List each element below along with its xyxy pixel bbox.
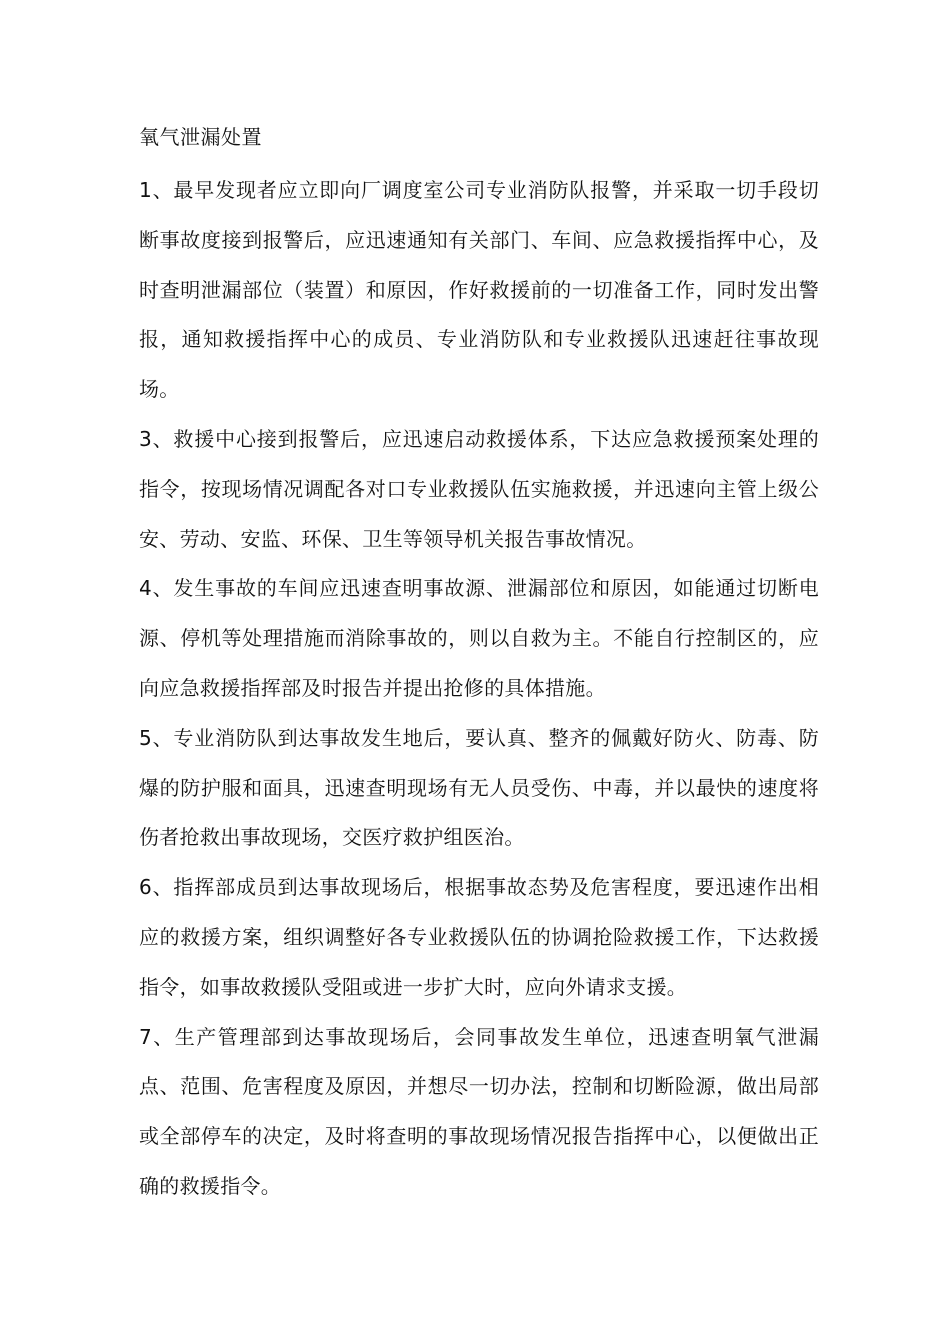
paragraph-7: 7、生产管理部到达事故现场后，会同事故发生单位，迅速查明氧气泄漏点、范围、危害程度及原因，并想尽一切办法，控制和切断险源，做出局部或全部停车的决定，及时将查明的事故现场情况报告指挥中心，以便做出正确的救援指令。 — [139, 1024, 819, 1198]
paragraph-4: 4、发生事故的车间应迅速查明事故源、泄漏部位和原因，如能通过切断电源、停机等处理措施而消除事故的，则以自救为主。不能自行控制区的，应向应急救援指挥部及时报告并提出抢修的具体措施。 — [139, 576, 819, 700]
paragraph-6: 6、指挥部成员到达事故现场后，根据事故态势及危害程度，要迅速作出相应的救援方案，组织调整好各专业救援队伍的协调抢险救援工作，下达救援指令，如事故救援队受阻或进一步扩大时，应向外请求支援。 — [139, 875, 819, 999]
paragraph-1: 1、最早发现者应立即向厂调度室公司专业消防队报警，并采取一切手段切断事故度接到报警后，应迅速通知有关部门、车间、应急救援指挥中心，及时查明泄漏部位（装置）和原因，作好救援前的一切准备工作，同时发出警报，通知救援指挥中心的成员、专业消防队和专业救援队迅速赶往事故现场。 — [139, 178, 819, 402]
paragraph-5: 5、专业消防队到达事故发生地后，要认真、整齐的佩戴好防火、防毒、防爆的防护服和面具，迅速查明现场有无人员受伤、中毒，并以最快的速度将伤者抢救出事故现场，交医疗救护组医治。 — [139, 725, 819, 850]
document-page — [139, 116, 819, 1212]
paragraph-3: 3、救援中心接到报警后，应迅速启动救援体系，下达应急救援预案处理的指令，按现场情况调配各对口专业救援队伍实施救援，并迅速向主管上级公安、劳动、安监、环保、卫生等领导机关报告事故情况。 — [139, 426, 819, 551]
document-title: 氧气泄漏处置 — [139, 125, 262, 149]
